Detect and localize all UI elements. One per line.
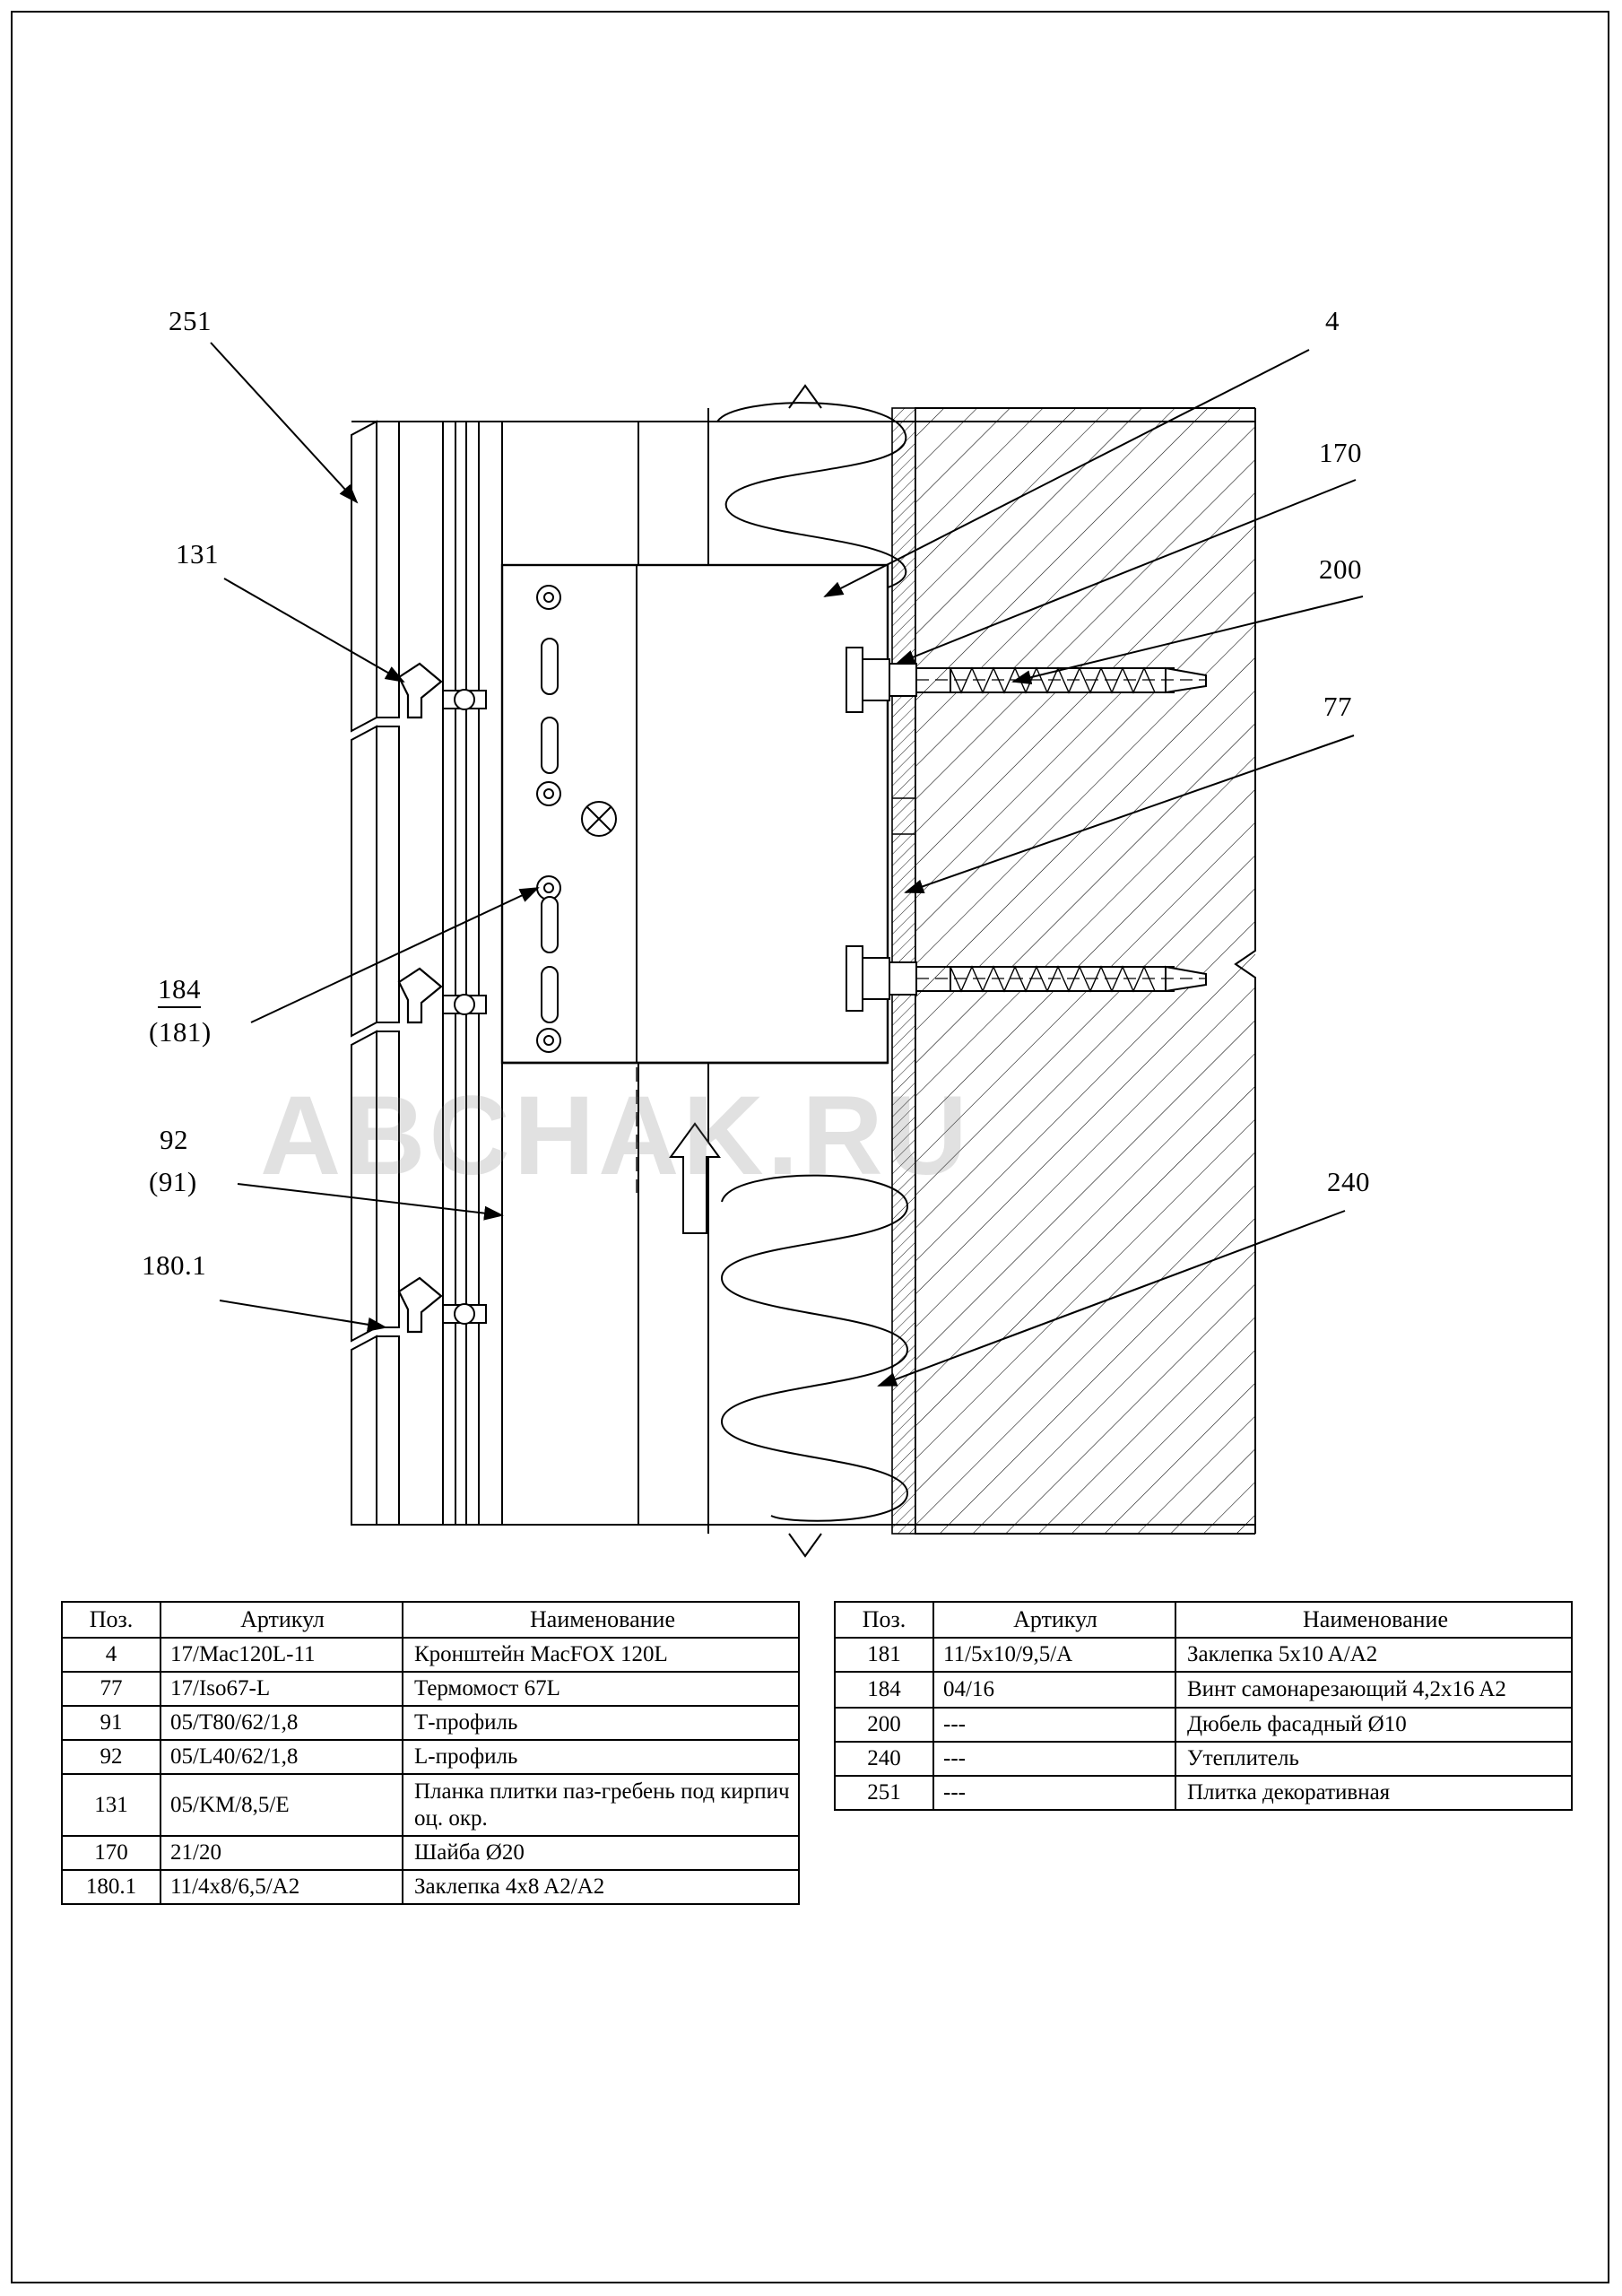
cell-name: Т-профиль: [403, 1706, 799, 1740]
cell-article: 11/5x10/9,5/A: [933, 1638, 1175, 1672]
cell-name: Плитка декоративная: [1175, 1776, 1572, 1810]
bom-table-left: [61, 1601, 800, 1905]
cell-article: 11/4x8/6,5/A2: [160, 1870, 403, 1904]
header-name: Наименование: [403, 1602, 799, 1638]
cell-pos: 180.1: [62, 1870, 160, 1904]
cell-pos: 251: [835, 1776, 933, 1810]
table-row: [62, 1836, 799, 1870]
callout-181: (181): [149, 1016, 212, 1048]
cell-pos: 170: [62, 1836, 160, 1870]
table-row: [62, 1870, 799, 1904]
callout-91: (91): [149, 1166, 197, 1197]
cell-article: 05/T80/62/1,8: [160, 1706, 403, 1740]
cell-pos: 77: [62, 1672, 160, 1706]
decorative-tiles: [351, 422, 399, 1525]
cell-name: Дюбель фасадный Ø10: [1175, 1708, 1572, 1742]
cell-name: L-профиль: [403, 1740, 799, 1774]
header-article: Артикул: [933, 1602, 1175, 1638]
cell-article: 17/Iso67-L: [160, 1672, 403, 1706]
bom-table-right: [834, 1601, 1573, 1811]
callout-240: 240: [1327, 1166, 1370, 1197]
cell-article: 04/16: [933, 1672, 1175, 1708]
table-row: [62, 1638, 799, 1672]
cell-name: Заклепка 4x8 A2/A2: [403, 1870, 799, 1904]
cell-name: Шайба Ø20: [403, 1836, 799, 1870]
callout-251: 251: [169, 305, 212, 336]
callout-4: 4: [1325, 305, 1340, 336]
cell-pos: 181: [835, 1638, 933, 1672]
cell-name: Заклепка 5x10 A/A2: [1175, 1638, 1572, 1672]
callout-200: 200: [1319, 553, 1362, 585]
cell-pos: 184: [835, 1672, 933, 1708]
cell-pos: 131: [62, 1774, 160, 1836]
cell-name: Кронштейн MacFOX 120L: [403, 1638, 799, 1672]
header-article: Артикул: [160, 1602, 403, 1638]
callout-131: 131: [176, 538, 219, 570]
cell-name: Винт самонарезающий 4,2x16 A2: [1175, 1672, 1572, 1708]
watermark: ABCHAK.RU: [260, 1074, 971, 1198]
table-row: [835, 1742, 1572, 1776]
cell-name: Планка плитки паз-гребень под кирпич оц. окр.: [403, 1774, 799, 1836]
table-header-row: [835, 1602, 1572, 1638]
cell-pos: 91: [62, 1706, 160, 1740]
cell-name: Термомост 67L: [403, 1672, 799, 1706]
cell-article: 21/20: [160, 1836, 403, 1870]
table-row: [835, 1708, 1572, 1742]
table-row: [62, 1706, 799, 1740]
cell-article: 05/KM/8,5/E: [160, 1774, 403, 1836]
table-row: [835, 1638, 1572, 1672]
table-row: [835, 1672, 1572, 1708]
cell-pos: 4: [62, 1638, 160, 1672]
cell-pos: 200: [835, 1708, 933, 1742]
callout-92: 92: [160, 1124, 188, 1155]
cell-pos: 240: [835, 1742, 933, 1776]
cell-pos: 92: [62, 1740, 160, 1774]
table-row: [835, 1776, 1572, 1810]
tile-clip-rails: [399, 664, 441, 1332]
table-row: [62, 1774, 799, 1836]
header-name: Наименование: [1175, 1602, 1572, 1638]
table-row: [62, 1740, 799, 1774]
table-row: [62, 1672, 799, 1706]
header-pos: Поз.: [835, 1602, 933, 1638]
callout-184: 184: [158, 973, 201, 1008]
callout-77: 77: [1323, 691, 1352, 722]
table-header-row: [62, 1602, 799, 1638]
cell-article: 17/Mac120L-11: [160, 1638, 403, 1672]
cell-article: ---: [933, 1742, 1175, 1776]
cell-article: ---: [933, 1708, 1175, 1742]
callout-170: 170: [1319, 437, 1362, 468]
callout-180-1: 180.1: [142, 1249, 207, 1281]
cell-article: ---: [933, 1776, 1175, 1810]
cell-name: Утеплитель: [1175, 1742, 1572, 1776]
header-pos: Поз.: [62, 1602, 160, 1638]
cell-article: 05/L40/62/1,8: [160, 1740, 403, 1774]
